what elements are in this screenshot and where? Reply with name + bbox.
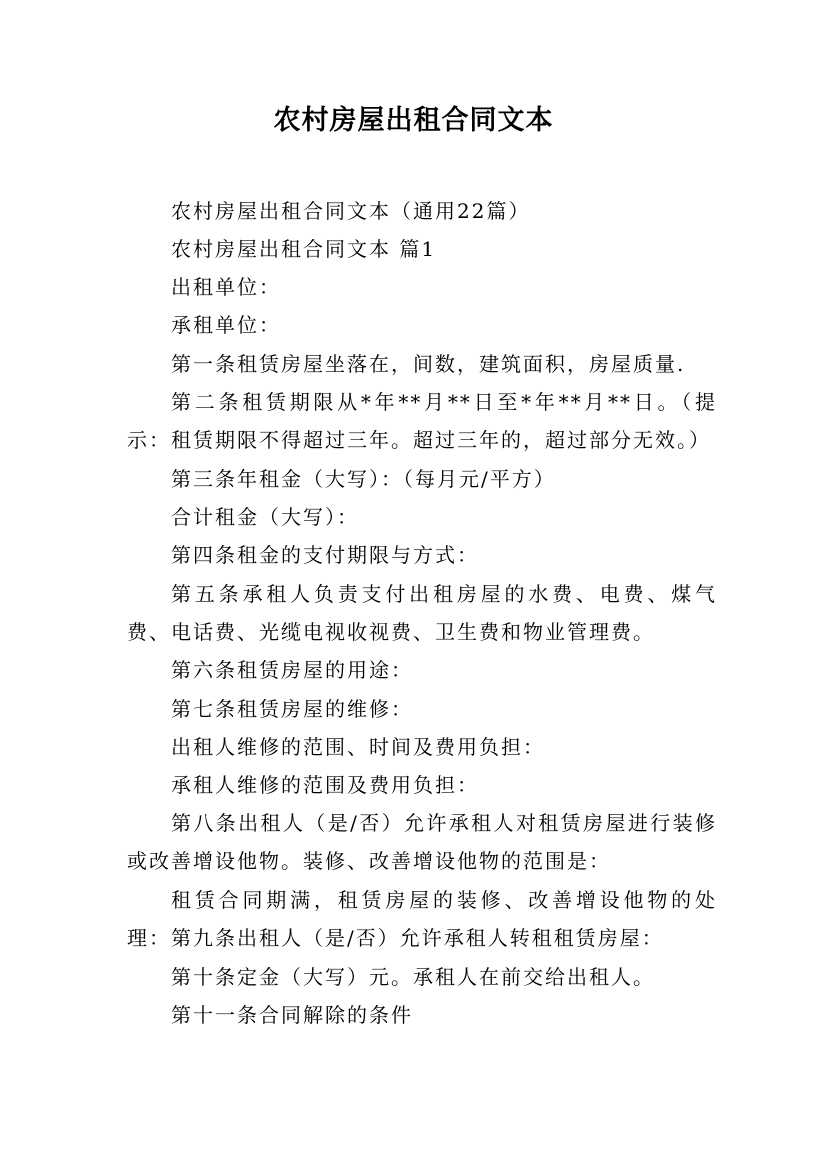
paragraph-lessee-repair: 承租人维修的范围及费用负担： [171, 773, 479, 797]
paragraph-expiry-handling: 租赁合同期满，租赁房屋的装修、改善增设他物的处理： [127, 888, 717, 951]
paragraph-lessor-repair: 出租人维修的范围、时间及费用负担： [171, 735, 545, 759]
paragraph-total-rent: 合计租金（大写）： [171, 505, 359, 529]
paragraph-article-7: 第七条租赁房屋的维修： [171, 697, 413, 721]
paragraph-article-9: 第九条出租人（是/否）允许承租人转租租赁房屋： [171, 926, 664, 950]
paragraph-lessee: 承租单位： [171, 313, 281, 337]
paragraph-article-8: 第八条出租人（是/否）允许承租人对租赁房屋进行装修或改善增设他物。装修、改善增设他物的范围是： [127, 811, 717, 874]
document-title: 农村房屋出租合同文本 [273, 105, 554, 136]
paragraph-lessor: 出租单位： [171, 275, 281, 299]
paragraph-article-4: 第四条租金的支付期限与方式： [171, 543, 479, 567]
paragraph-article-6: 第六条租赁房屋的用途： [171, 658, 413, 682]
paragraph-article-5: 第五条承租人负责支付出租房屋的水费、电费、煤气费、电话费、光缆电视收视费、卫生费和物业管理费。 [127, 582, 717, 645]
paragraph-article-11: 第十一条合同解除的条件 [171, 1003, 413, 1027]
paragraph-article-1: 第一条租赁房屋坐落在，间数，建筑面积，房屋质量. [171, 352, 686, 376]
paragraph-article-3: 第三条年租金（大写）：（每月元/平方） [171, 467, 556, 491]
paragraph-article-10: 第十条定金（大写）元。承租人在前交给出租人。 [171, 965, 655, 989]
paragraph-section-heading: 农村房屋出租合同文本 篇1 [171, 237, 437, 261]
paragraph-article-2: 第二条租赁期限从*年**月**日至*年**月**日。（提示：租赁期限不得超过三年。超过三年的，超过部分无效。） [127, 390, 717, 453]
paragraph-subtitle: 农村房屋出租合同文本（通用22篇） [171, 199, 531, 223]
